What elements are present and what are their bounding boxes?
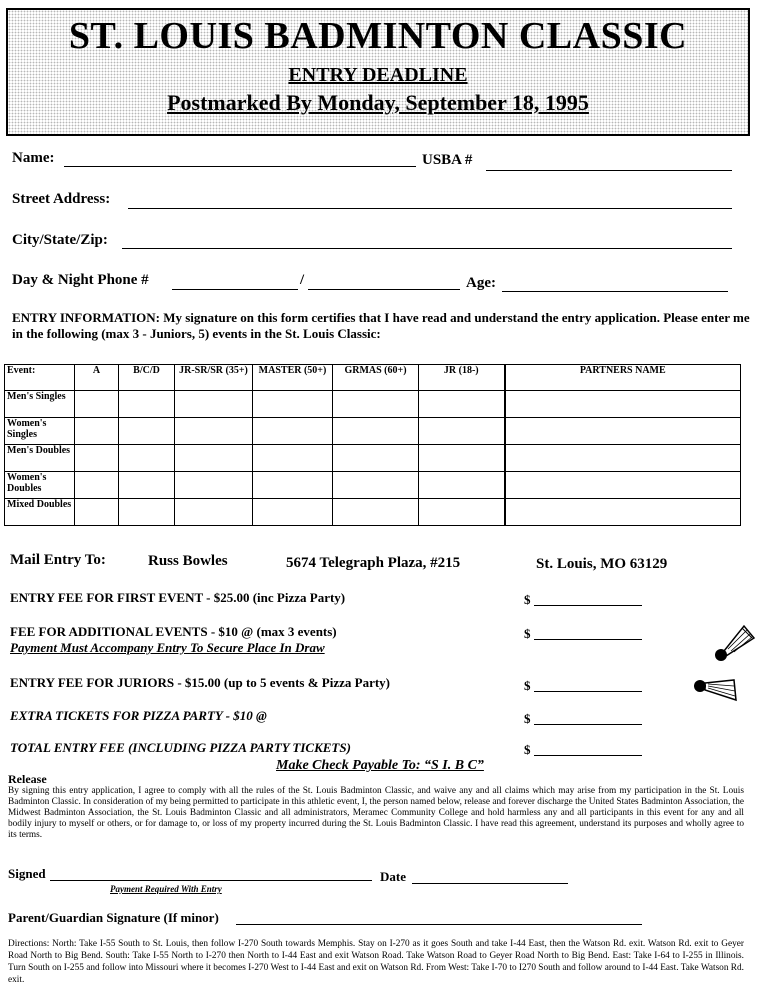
deadline-date: Postmarked By Monday, September 18, 1995 bbox=[167, 90, 589, 115]
directions-text: Directions: North: Take I-55 South to St. Louis, then follow I-270 South towards Memphis. Stay on I-270 as it goes South and take I-44 East, then the Watson Rd. exit. Watson Rd. exit to Geyer Road North to Big Bend. South: Take I-55 North to I-270 then North to I-44 East and exit Watson Road. Take Watson Road to Geyer Road North to Big Bend. East: Take I-64 to I-255 in Illinois. Turn South on I-255 and follow into Missouri where it becomes I-270 West to I-44 East and exit on Watson Rd. From West: Take I-70 to I270 South and follow around to I-44 East. Take Watson Rd. exit. bbox=[8, 939, 744, 985]
day-phone-field[interactable] bbox=[172, 289, 298, 290]
payment-required-note: Payment Required With Entry bbox=[110, 884, 222, 894]
checkbox-cell[interactable] bbox=[419, 445, 505, 472]
page-title: ST. LOUIS BADMINTON CLASSIC bbox=[68, 15, 688, 57]
phone-separator: / bbox=[300, 272, 305, 288]
dollar-sign: $ bbox=[524, 711, 531, 726]
dollar-sign: $ bbox=[524, 678, 531, 693]
event-womens-singles: Women's Singles bbox=[5, 418, 75, 445]
name-field[interactable] bbox=[64, 166, 416, 167]
checkbox-cell[interactable] bbox=[253, 418, 333, 445]
checkbox-cell[interactable] bbox=[175, 391, 253, 418]
checkbox-cell[interactable] bbox=[119, 418, 175, 445]
dollar-sign: $ bbox=[524, 626, 531, 641]
checkbox-cell[interactable] bbox=[419, 418, 505, 445]
release-text: By signing this entry application, I agree to comply with all the rules of the St. Louis Badminton Classic, and waive any and all claims which may arise from my participation in the St. Louis Badminton Classic. In consideration of my being permitted to participate in this athletic event, I, the person named below, release and forever discharge the United States Badminton Association, the Midwest Badminton Association, the St. Louis Badminton Classic and all administrators, Meramec Community College and hold harmless any and all participants in this event for any and all bodily injury to myself or others, or for damage to, or loss of my property incurred during the St. Louis Badminton Classic. I have read this agreement, understand its purposes and wholly agree to its terms. bbox=[8, 786, 744, 840]
fee-first-event: ENTRY FEE FOR FIRST EVENT - $25.00 (inc Pizza Party) bbox=[10, 590, 346, 605]
checkbox-cell[interactable] bbox=[333, 445, 419, 472]
partner-name-cell[interactable] bbox=[505, 391, 741, 418]
checkbox-cell[interactable] bbox=[175, 472, 253, 499]
signed-label: Signed bbox=[8, 866, 46, 881]
date-label: Date bbox=[380, 869, 406, 884]
table-row bbox=[5, 499, 741, 526]
checkbox-cell[interactable] bbox=[75, 472, 119, 499]
age-field[interactable] bbox=[502, 291, 728, 292]
dollar-sign: $ bbox=[524, 742, 531, 757]
street-field[interactable] bbox=[128, 208, 732, 209]
checkbox-cell[interactable] bbox=[175, 418, 253, 445]
partner-name-cell[interactable] bbox=[505, 472, 741, 499]
table-header-jr: JR (18-) bbox=[419, 365, 505, 391]
table-header-row bbox=[5, 365, 741, 391]
checkbox-cell[interactable] bbox=[333, 472, 419, 499]
checkbox-cell[interactable] bbox=[175, 499, 253, 526]
event-mixed-doubles: Mixed Doubles bbox=[5, 499, 75, 526]
checkbox-cell[interactable] bbox=[75, 418, 119, 445]
header-box bbox=[6, 8, 750, 136]
table-row bbox=[5, 391, 741, 418]
checkbox-cell[interactable] bbox=[419, 391, 505, 418]
checkbox-cell[interactable] bbox=[253, 499, 333, 526]
pizza-tickets: EXTRA TICKETS FOR PIZZA PARTY - $10 @ bbox=[10, 708, 267, 723]
entry-info-label: ENTRY INFORMATION: bbox=[12, 310, 160, 325]
total-entry-fee: TOTAL ENTRY FEE (INCLUDING PIZZA PARTY TICKETS) bbox=[10, 740, 351, 755]
checkbox-cell[interactable] bbox=[419, 472, 505, 499]
total-fee-field[interactable] bbox=[534, 755, 642, 756]
checkbox-cell[interactable] bbox=[75, 391, 119, 418]
fee-juniors-field[interactable] bbox=[534, 691, 642, 692]
parent-signature-label: Parent/Guardian Signature (If minor) bbox=[8, 910, 219, 925]
mail-recipient: Russ Bowles bbox=[148, 553, 228, 569]
pizza-tickets-field[interactable] bbox=[534, 724, 642, 725]
usba-field[interactable] bbox=[486, 170, 732, 171]
usba-label: USBA # bbox=[422, 152, 473, 168]
checkbox-cell[interactable] bbox=[253, 472, 333, 499]
fee-additional-field[interactable] bbox=[534, 639, 642, 640]
age-label: Age: bbox=[466, 275, 496, 291]
night-phone-field[interactable] bbox=[308, 289, 460, 290]
event-womens-doubles: Women's Doubles bbox=[5, 472, 75, 499]
checkbox-cell[interactable] bbox=[119, 472, 175, 499]
dollar-sign: $ bbox=[524, 592, 531, 607]
event-mens-singles: Men's Singles bbox=[5, 391, 75, 418]
phone-label: Day & Night Phone # bbox=[12, 272, 149, 288]
checkbox-cell[interactable] bbox=[119, 391, 175, 418]
table-header-a: A bbox=[75, 365, 119, 391]
entry-deadline-heading: ENTRY DEADLINE bbox=[288, 64, 468, 86]
checkbox-cell[interactable] bbox=[253, 445, 333, 472]
mail-city: St. Louis, MO 63129 bbox=[536, 556, 668, 572]
mail-address: 5674 Telegraph Plaza, #215 bbox=[286, 555, 461, 571]
event-mens-doubles: Men's Doubles bbox=[5, 445, 75, 472]
mail-entry-label: Mail Entry To: bbox=[10, 552, 106, 568]
partner-name-cell[interactable] bbox=[505, 445, 741, 472]
checkbox-cell[interactable] bbox=[119, 499, 175, 526]
fee-juniors: ENTRY FEE FOR JURIORS - $15.00 (up to 5 events & Pizza Party) bbox=[10, 675, 391, 690]
fee-first-field[interactable] bbox=[534, 605, 642, 606]
table-header-jr-sr: JR-SR/SR (35+) bbox=[175, 365, 253, 391]
date-field[interactable] bbox=[412, 883, 568, 884]
entry-information bbox=[12, 310, 752, 342]
table-header-event: Event: bbox=[5, 365, 75, 391]
parent-signature-field[interactable] bbox=[236, 924, 642, 925]
shuttlecock-icon bbox=[690, 674, 742, 714]
payment-note: Payment Must Accompany Entry To Secure Place In Draw bbox=[10, 640, 325, 655]
city-field[interactable] bbox=[122, 248, 732, 249]
fee-additional-events: FEE FOR ADDITIONAL EVENTS - $10 @ (max 3 events) bbox=[10, 624, 337, 639]
shuttlecock-icon bbox=[712, 618, 758, 664]
street-label: Street Address: bbox=[12, 191, 111, 207]
checkbox-cell[interactable] bbox=[75, 499, 119, 526]
entry-info-text: My signature on this form certifies that I have read and understand the entry application. Please enter me in the following (max 3 - Juniors, 5) events in the St. Louis Classic: bbox=[12, 310, 750, 341]
table-row bbox=[5, 418, 741, 445]
table-header-master: MASTER (50+) bbox=[253, 365, 333, 391]
checkbox-cell[interactable] bbox=[333, 391, 419, 418]
checkbox-cell[interactable] bbox=[175, 445, 253, 472]
checkbox-cell[interactable] bbox=[119, 445, 175, 472]
city-label: City/State/Zip: bbox=[12, 232, 108, 248]
name-label: Name: bbox=[12, 150, 55, 166]
table-header-grmas: GRMAS (60+) bbox=[333, 365, 419, 391]
make-check-payable: Make Check Payable To: “S I. B C” bbox=[276, 758, 484, 773]
table-header-bcd: B/C/D bbox=[119, 365, 175, 391]
table-row bbox=[5, 445, 741, 472]
signature-field[interactable] bbox=[50, 880, 372, 881]
release-heading: Release bbox=[8, 772, 47, 786]
partner-name-cell[interactable] bbox=[505, 499, 741, 526]
partner-name-cell[interactable] bbox=[505, 418, 741, 445]
checkbox-cell[interactable] bbox=[253, 391, 333, 418]
table-header-partners: PARTNERS NAME bbox=[505, 365, 741, 391]
checkbox-cell[interactable] bbox=[419, 499, 505, 526]
checkbox-cell[interactable] bbox=[75, 445, 119, 472]
checkbox-cell[interactable] bbox=[333, 418, 419, 445]
event-table bbox=[4, 364, 741, 526]
table-row bbox=[5, 472, 741, 499]
checkbox-cell[interactable] bbox=[333, 499, 419, 526]
